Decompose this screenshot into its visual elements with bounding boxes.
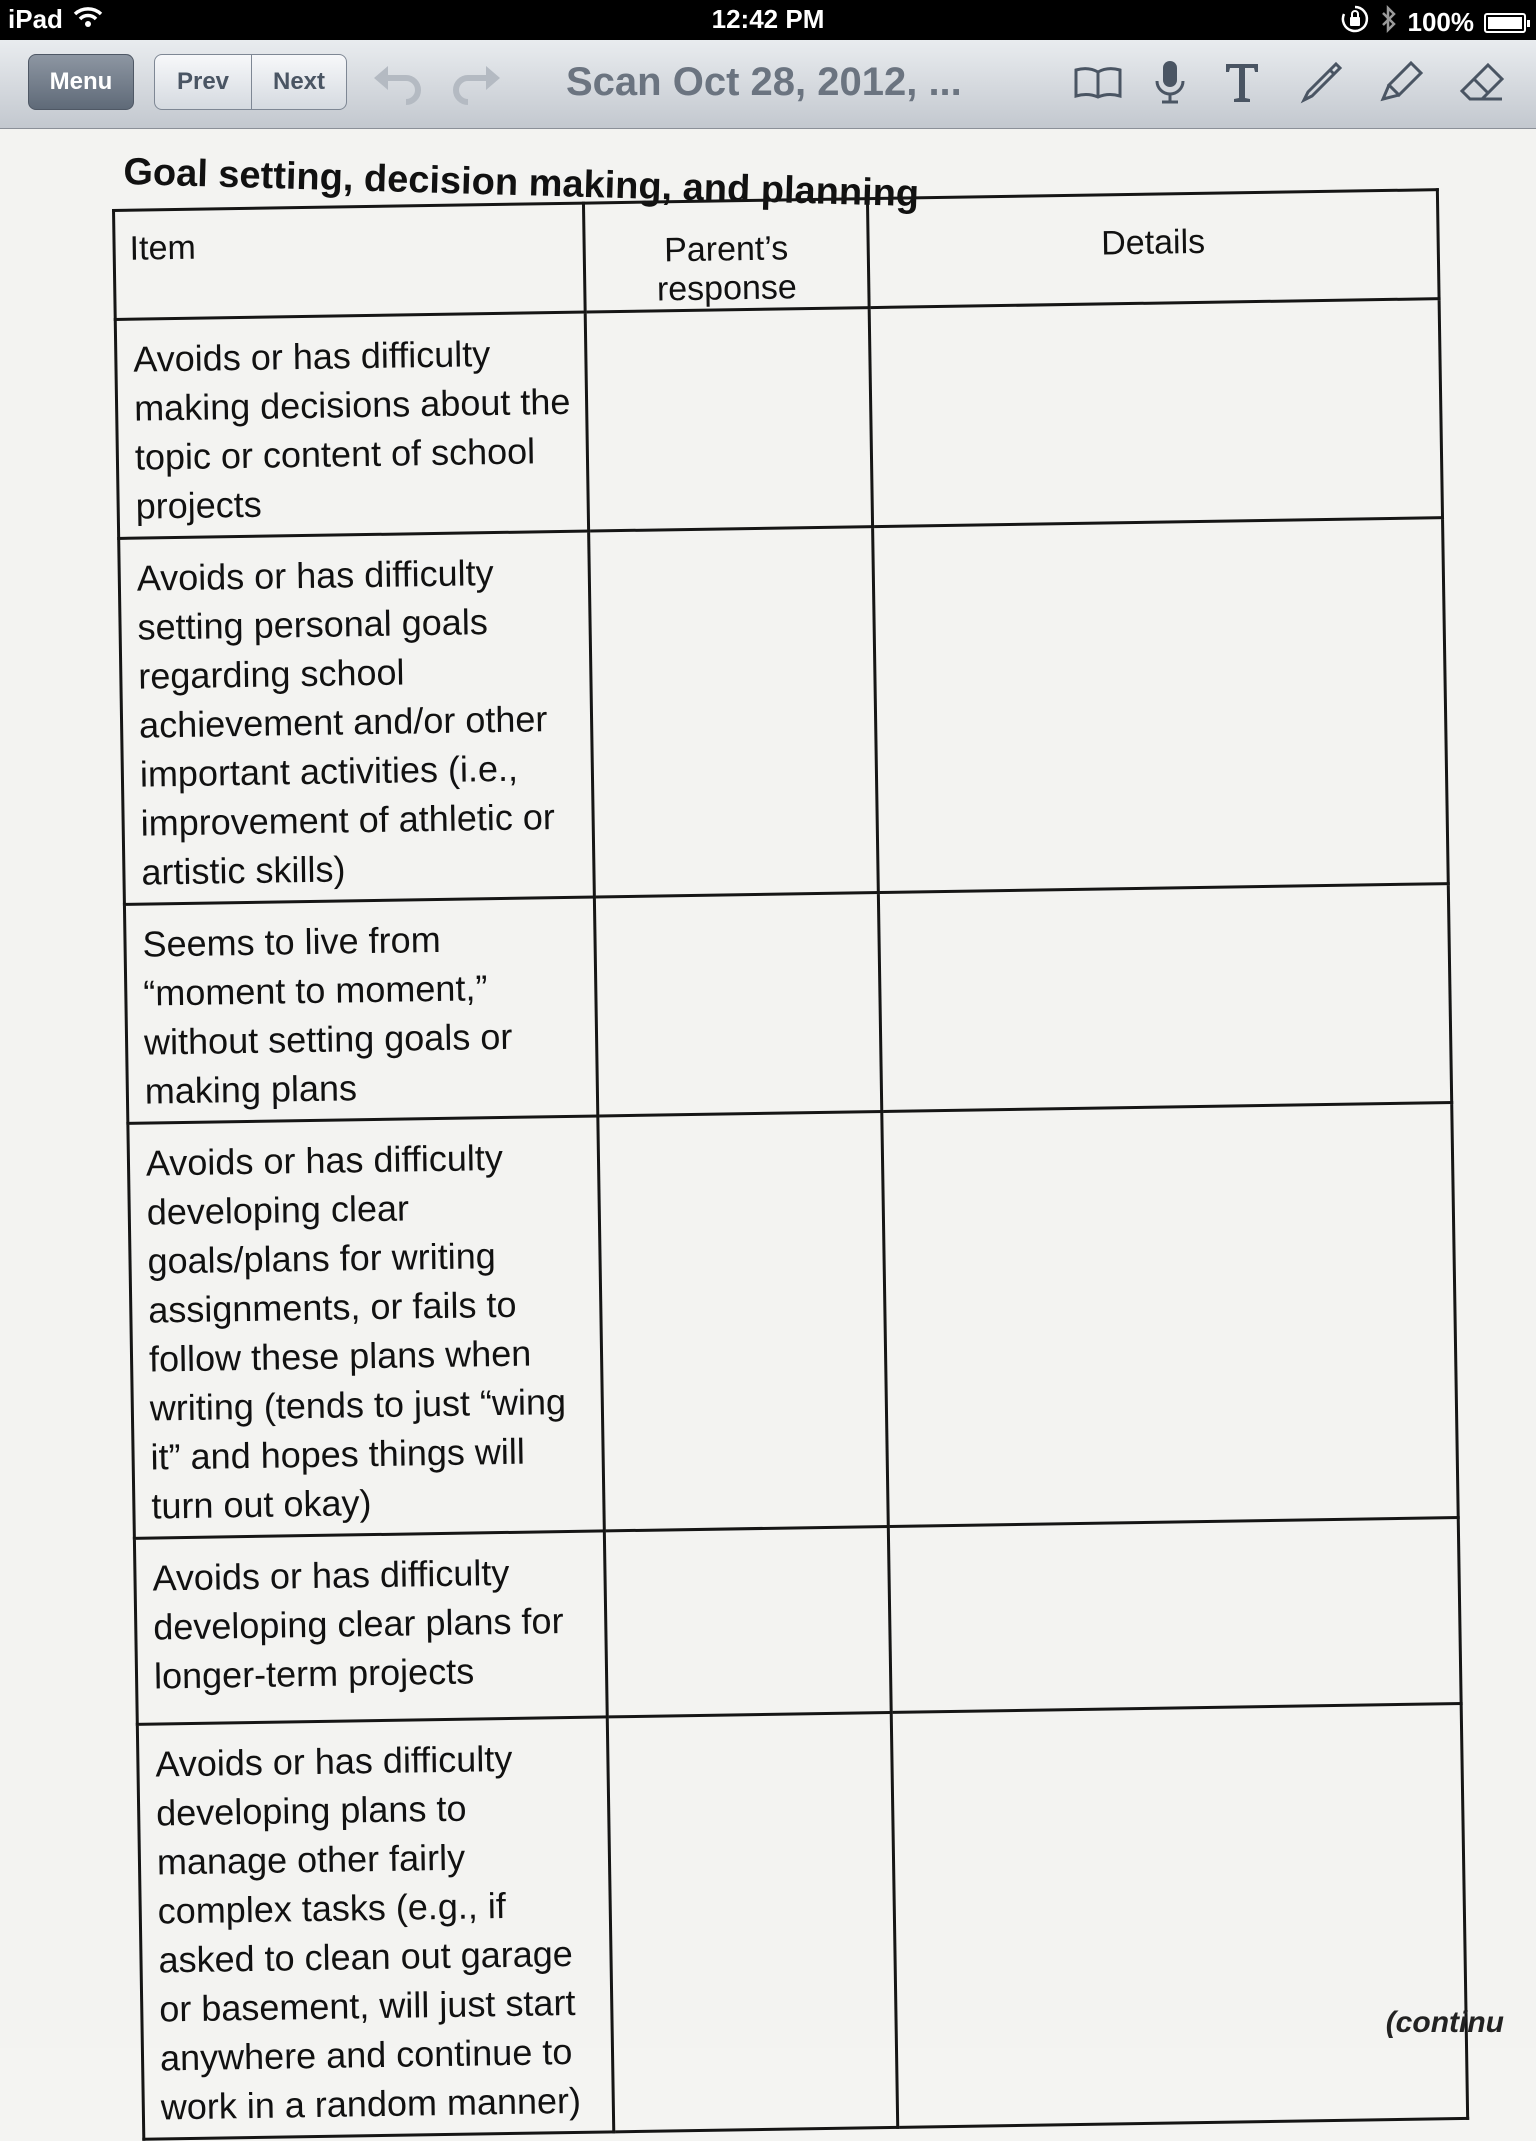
column-header-parent-response: Parent’s response bbox=[583, 199, 869, 312]
details-cell[interactable] bbox=[891, 1703, 1467, 2127]
questionnaire-table bbox=[112, 188, 1469, 2141]
column-header-item: Item bbox=[114, 203, 586, 319]
prev-button[interactable]: Prev bbox=[154, 54, 252, 110]
parent-response-cell[interactable] bbox=[585, 308, 872, 531]
bluetooth-icon bbox=[1380, 5, 1398, 40]
table-row bbox=[134, 1518, 1461, 1725]
battery-percent: 100% bbox=[1407, 7, 1474, 37]
document-title: Scan Oct 28, 2012, ... bbox=[566, 60, 962, 104]
column-header-details: Details bbox=[867, 190, 1439, 308]
continued-label: (continu bbox=[1385, 2006, 1504, 2039]
toolbar bbox=[0, 40, 1536, 129]
parent-response-cell[interactable] bbox=[604, 1526, 891, 1716]
details-cell[interactable] bbox=[878, 884, 1451, 1112]
parent-response-cell[interactable] bbox=[589, 527, 879, 897]
status-bar bbox=[0, 0, 1536, 40]
pen-icon[interactable] bbox=[1298, 58, 1346, 106]
table-header-row bbox=[114, 190, 1440, 320]
device-name: iPad bbox=[8, 4, 63, 34]
rotation-lock-icon bbox=[1340, 4, 1370, 41]
redo-icon[interactable] bbox=[452, 58, 500, 106]
parent-response-cell[interactable] bbox=[594, 893, 881, 1116]
item-cell: Seems to live from “moment to moment,” without setting goals or making plans bbox=[124, 897, 597, 1123]
battery-icon bbox=[1484, 13, 1526, 33]
details-cell[interactable] bbox=[888, 1518, 1461, 1713]
table-row bbox=[124, 884, 1451, 1124]
item-cell: Avoids or has difficulty developing clear plans for longer-term projects bbox=[134, 1531, 607, 1724]
item-cell: Avoids or has difficulty making decisions about the topic or content of school projects bbox=[115, 312, 588, 538]
section-title: Goal setting, decision making, and planning bbox=[122, 151, 920, 216]
table-row bbox=[115, 299, 1442, 539]
parent-response-cell[interactable] bbox=[607, 1712, 897, 2131]
next-button[interactable]: Next bbox=[251, 54, 347, 110]
menu-button[interactable]: Menu bbox=[28, 54, 134, 110]
microphone-icon[interactable] bbox=[1146, 58, 1194, 106]
table-row bbox=[128, 1103, 1458, 1539]
book-icon[interactable] bbox=[1074, 58, 1122, 106]
scanned-page bbox=[0, 129, 1536, 2128]
item-cell: Avoids or has difficulty setting personal goals regarding school achievement and/or other important activities (i.e., improvement of athletic or artistic skills) bbox=[119, 531, 595, 904]
status-right bbox=[1340, 4, 1527, 41]
details-cell[interactable] bbox=[873, 518, 1449, 893]
highlighter-icon[interactable] bbox=[1378, 58, 1426, 106]
undo-icon[interactable] bbox=[374, 58, 422, 106]
table-row bbox=[137, 1703, 1467, 2139]
status-time: 12:42 PM bbox=[711, 4, 825, 34]
item-cell: Avoids or has difficulty developing clear goals/plans for writing assignments, or fails to follow these plans when writing (tends to just “wing it” and hopes things will turn out okay) bbox=[128, 1116, 604, 1538]
details-cell[interactable] bbox=[882, 1103, 1458, 1527]
table-row bbox=[119, 518, 1449, 905]
battery-level bbox=[1488, 17, 1522, 29]
eraser-icon[interactable] bbox=[1458, 58, 1506, 106]
text-tool-icon[interactable] bbox=[1218, 58, 1266, 106]
parent-response-cell[interactable] bbox=[598, 1112, 888, 1531]
details-cell[interactable] bbox=[869, 299, 1442, 527]
item-cell: Avoids or has difficulty developing plans to manage other fairly complex tasks (e.g., if asked to clean out garage or basement, will just start anywhere and continue to work in a random manner) bbox=[137, 1717, 613, 2139]
